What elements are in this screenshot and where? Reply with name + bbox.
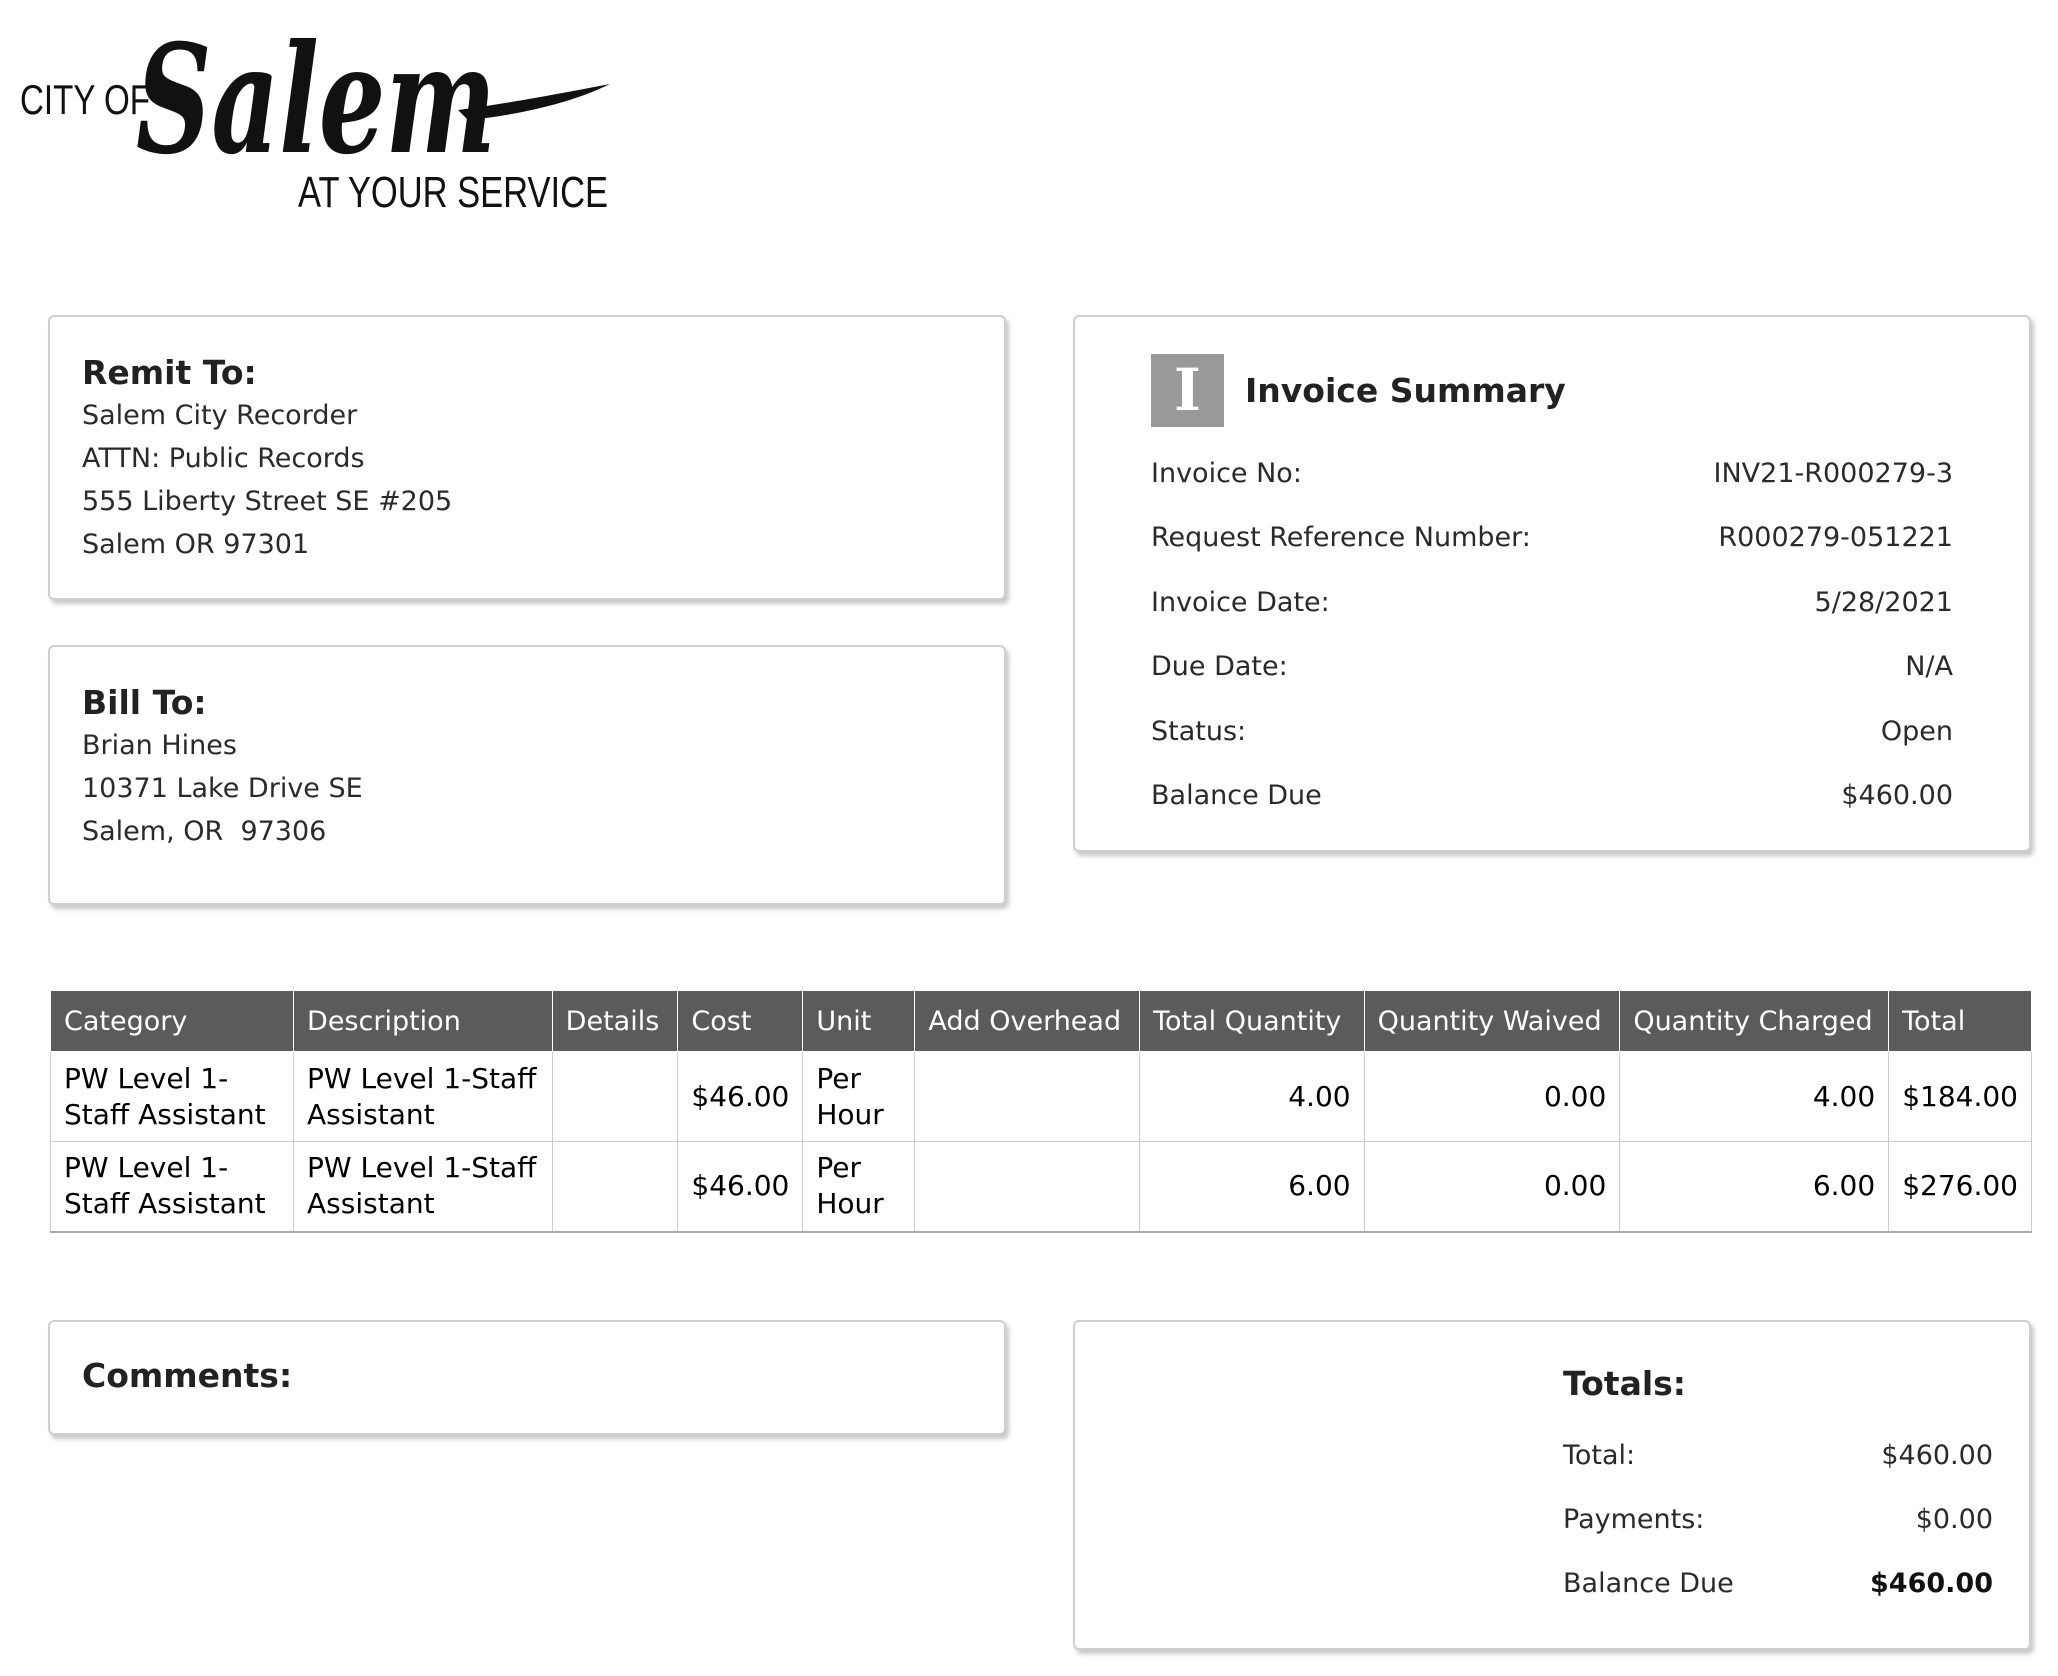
cell-quantity-charged: 6.00 bbox=[1620, 1142, 1889, 1232]
remit-to-panel bbox=[48, 315, 1006, 600]
col-header-unit: Unit bbox=[803, 991, 915, 1052]
col-header-quantity-waived: Quantity Waived bbox=[1364, 991, 1620, 1052]
remit-line: Salem City Recorder bbox=[82, 400, 358, 431]
summary-label: Status: bbox=[1151, 715, 1247, 747]
totals-value: $460.00 bbox=[1870, 1567, 1993, 1599]
col-header-total: Total bbox=[1889, 991, 2032, 1052]
cell-total-quantity: 4.00 bbox=[1140, 1052, 1364, 1142]
cell-quantity-charged: 4.00 bbox=[1620, 1052, 1889, 1142]
summary-value: 5/28/2021 bbox=[1814, 586, 1953, 618]
invoice-summary-title: Invoice Summary bbox=[1245, 370, 1566, 410]
cell-cost: $46.00 bbox=[678, 1052, 803, 1142]
col-header-quantity-charged: Quantity Charged bbox=[1620, 991, 1889, 1052]
cell-description: PW Level 1-Staff Assistant bbox=[294, 1052, 553, 1142]
logo-city-of: CITY OF bbox=[20, 76, 150, 123]
summary-value: $460.00 bbox=[1841, 780, 1953, 812]
summary-row-balance-due bbox=[1151, 764, 1953, 829]
summary-row-status bbox=[1151, 699, 1953, 764]
cell-total: $276.00 bbox=[1889, 1142, 2032, 1232]
bill-line: 10371 Lake Drive SE bbox=[82, 773, 363, 804]
cell-quantity-waived: 0.00 bbox=[1364, 1142, 1620, 1232]
totals-label: Payments: bbox=[1563, 1503, 1705, 1535]
totals-label: Total: bbox=[1563, 1439, 1636, 1471]
summary-value: Open bbox=[1880, 715, 1953, 747]
totals-row-payments bbox=[1563, 1487, 1993, 1551]
invoice-summary-panel bbox=[1073, 315, 2031, 852]
table-header-row bbox=[51, 991, 2032, 1052]
cell-description: PW Level 1-Staff Assistant bbox=[294, 1142, 553, 1232]
cell-add-overhead bbox=[915, 1142, 1140, 1232]
totals-row-balance-due bbox=[1563, 1551, 1993, 1615]
col-header-total-quantity: Total Quantity bbox=[1140, 991, 1364, 1052]
remit-to-title: Remit To: bbox=[82, 353, 257, 392]
cell-unit: Per Hour bbox=[803, 1052, 915, 1142]
cell-category: PW Level 1-Staff Assistant bbox=[51, 1052, 294, 1142]
totals-panel bbox=[1073, 1320, 2031, 1650]
invoice-icon: I bbox=[1151, 354, 1224, 427]
cell-total-quantity: 6.00 bbox=[1140, 1142, 1364, 1232]
summary-row-invoice-no bbox=[1151, 441, 1953, 506]
cell-add-overhead bbox=[915, 1052, 1140, 1142]
cell-details bbox=[552, 1052, 678, 1142]
cell-total: $184.00 bbox=[1889, 1052, 2032, 1142]
bill-line: Brian Hines bbox=[82, 730, 237, 761]
col-header-add-overhead: Add Overhead bbox=[915, 991, 1140, 1052]
bill-to-title: Bill To: bbox=[82, 683, 207, 722]
cell-cost: $46.00 bbox=[678, 1142, 803, 1232]
summary-label: Request Reference Number: bbox=[1151, 522, 1531, 554]
totals-label: Balance Due bbox=[1563, 1567, 1734, 1599]
totals-value: $460.00 bbox=[1881, 1439, 1993, 1471]
col-header-cost: Cost bbox=[678, 991, 803, 1052]
totals-title: Totals: bbox=[1563, 1364, 1686, 1403]
remit-line: Salem OR 97301 bbox=[82, 529, 310, 560]
summary-label: Due Date: bbox=[1151, 651, 1288, 683]
summary-value: N/A bbox=[1905, 651, 1953, 683]
logo-script-salem: Salem bbox=[136, 12, 496, 188]
cell-category: PW Level 1-Staff Assistant bbox=[51, 1142, 294, 1232]
cell-quantity-waived: 0.00 bbox=[1364, 1052, 1620, 1142]
col-header-details: Details bbox=[552, 991, 678, 1052]
remit-line: 555 Liberty Street SE #205 bbox=[82, 486, 453, 517]
summary-label: Balance Due bbox=[1151, 780, 1322, 812]
invoice-summary-header bbox=[1151, 353, 1953, 427]
totals-row-total bbox=[1563, 1423, 1993, 1487]
totals-value: $0.00 bbox=[1915, 1503, 1993, 1535]
logo-at-your-service: AT YOUR SERVICE bbox=[298, 168, 608, 217]
summary-label: Invoice Date: bbox=[1151, 586, 1330, 618]
remit-line: ATTN: Public Records bbox=[82, 443, 365, 474]
cell-unit: Per Hour bbox=[803, 1142, 915, 1232]
summary-value: INV21-R000279-3 bbox=[1713, 457, 1953, 489]
bill-to-panel bbox=[48, 645, 1006, 905]
col-header-category: Category bbox=[51, 991, 294, 1052]
city-of-salem-logo bbox=[18, 2, 618, 222]
comments-panel bbox=[48, 1320, 1006, 1435]
summary-row-due-date bbox=[1151, 635, 1953, 700]
summary-row-invoice-date bbox=[1151, 570, 1953, 635]
summary-row-reference bbox=[1151, 506, 1953, 571]
summary-label: Invoice No: bbox=[1151, 457, 1302, 489]
invoice-line-items-table bbox=[50, 990, 2032, 1233]
cell-details bbox=[552, 1142, 678, 1232]
comments-title: Comments: bbox=[82, 1356, 293, 1395]
bill-line: Salem, OR 97306 bbox=[82, 816, 327, 847]
col-header-description: Description bbox=[294, 991, 553, 1052]
table-row bbox=[51, 1142, 2032, 1232]
summary-value: R000279-051221 bbox=[1718, 522, 1953, 554]
table-row bbox=[51, 1052, 2032, 1142]
